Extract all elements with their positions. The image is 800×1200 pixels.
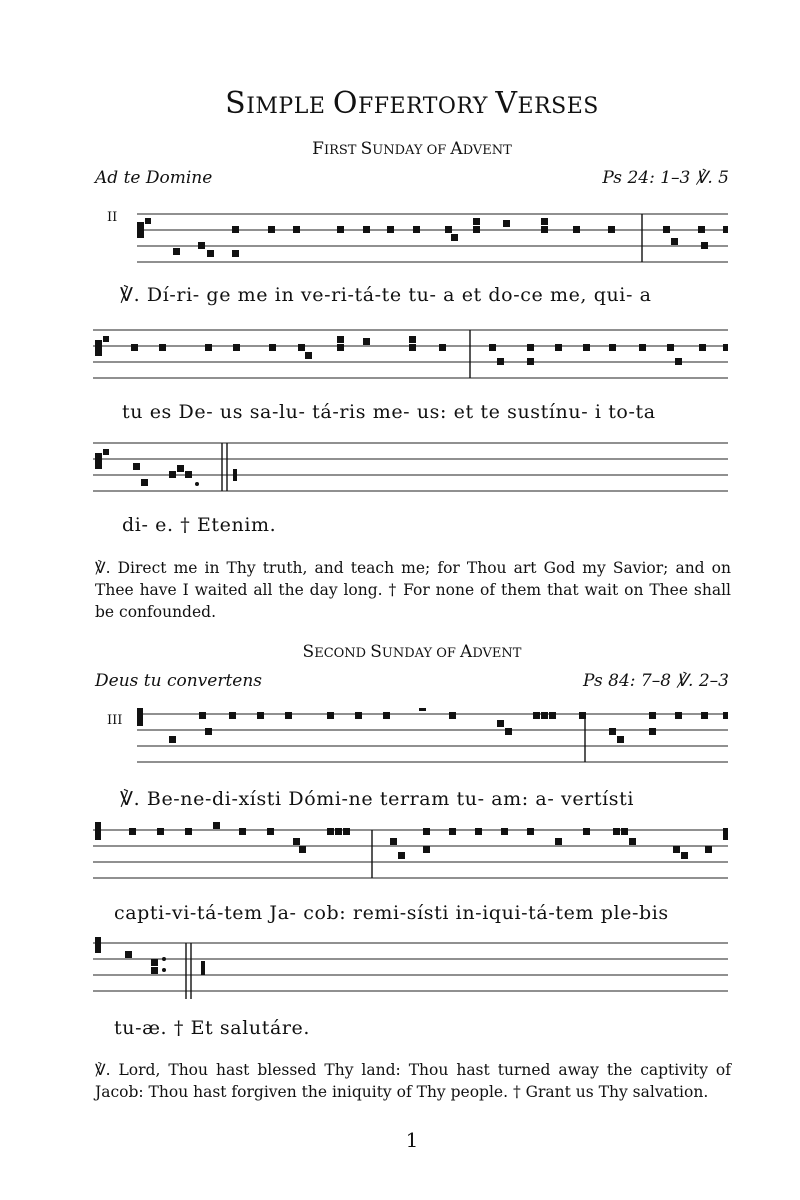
mode-number: III [107,713,123,728]
page-title: SIMPLE OFFERTORY VERSES [225,86,599,121]
mode-number: II [107,210,118,225]
incipit: Ad te Domine [95,168,213,188]
incipit: Deus tu convertens [95,671,263,691]
translation-paragraph: ℣. Lord, Thou hast blessed Thy land: Thou hast turned away the captivity of Jacob: Thou hast forgiven the iniquity of Thy people. † Grant us Thy salvation. [95,1061,731,1101]
chant-staff [93,708,728,766]
chant-staff [93,937,728,999]
chant-staff [93,210,728,266]
section-heading-first-advent: FIRST SUNDAY OF ADVENT [312,139,512,159]
lyric-line: ℣. Be-ne-di-xísti Dómi-ne terram tu- am: a- vertísti [120,788,635,810]
lyric-line: tu-æ. † Et salutáre. [114,1017,311,1039]
psalm-reference: Ps 24: 1–3 ℣. 5 [602,168,729,188]
translation-paragraph: ℣. Direct me in Thy truth, and teach me; for Thou art God my Savior; and on Thee have I waited all the day long. † For none of them that wait on Thee shall be confounded. [95,559,731,621]
chant-staff [93,820,728,882]
lyric-line: di- e. † Etenim. [122,514,277,536]
lyric-line: tu es De- us sa-lu- tá-ris me- us: et te sustínu- i to-ta [122,401,656,423]
section-heading-second-advent: SECOND SUNDAY OF ADVENT [302,642,522,662]
lyric-line: ℣. Dí-ri- ge me in ve-ri-tá-te tu- a et do-ce me, qui- a [120,284,652,306]
psalm-reference: Ps 84: 7–8 ℣. 2–3 [583,671,729,691]
page-number: 1 [405,1128,419,1152]
lyric-line: capti-vi-tá-tem Ja- cob: remi-sísti in-iqui-tá-tem ple-bis [114,902,669,924]
chant-staff [93,441,728,495]
chant-staff [93,328,728,382]
